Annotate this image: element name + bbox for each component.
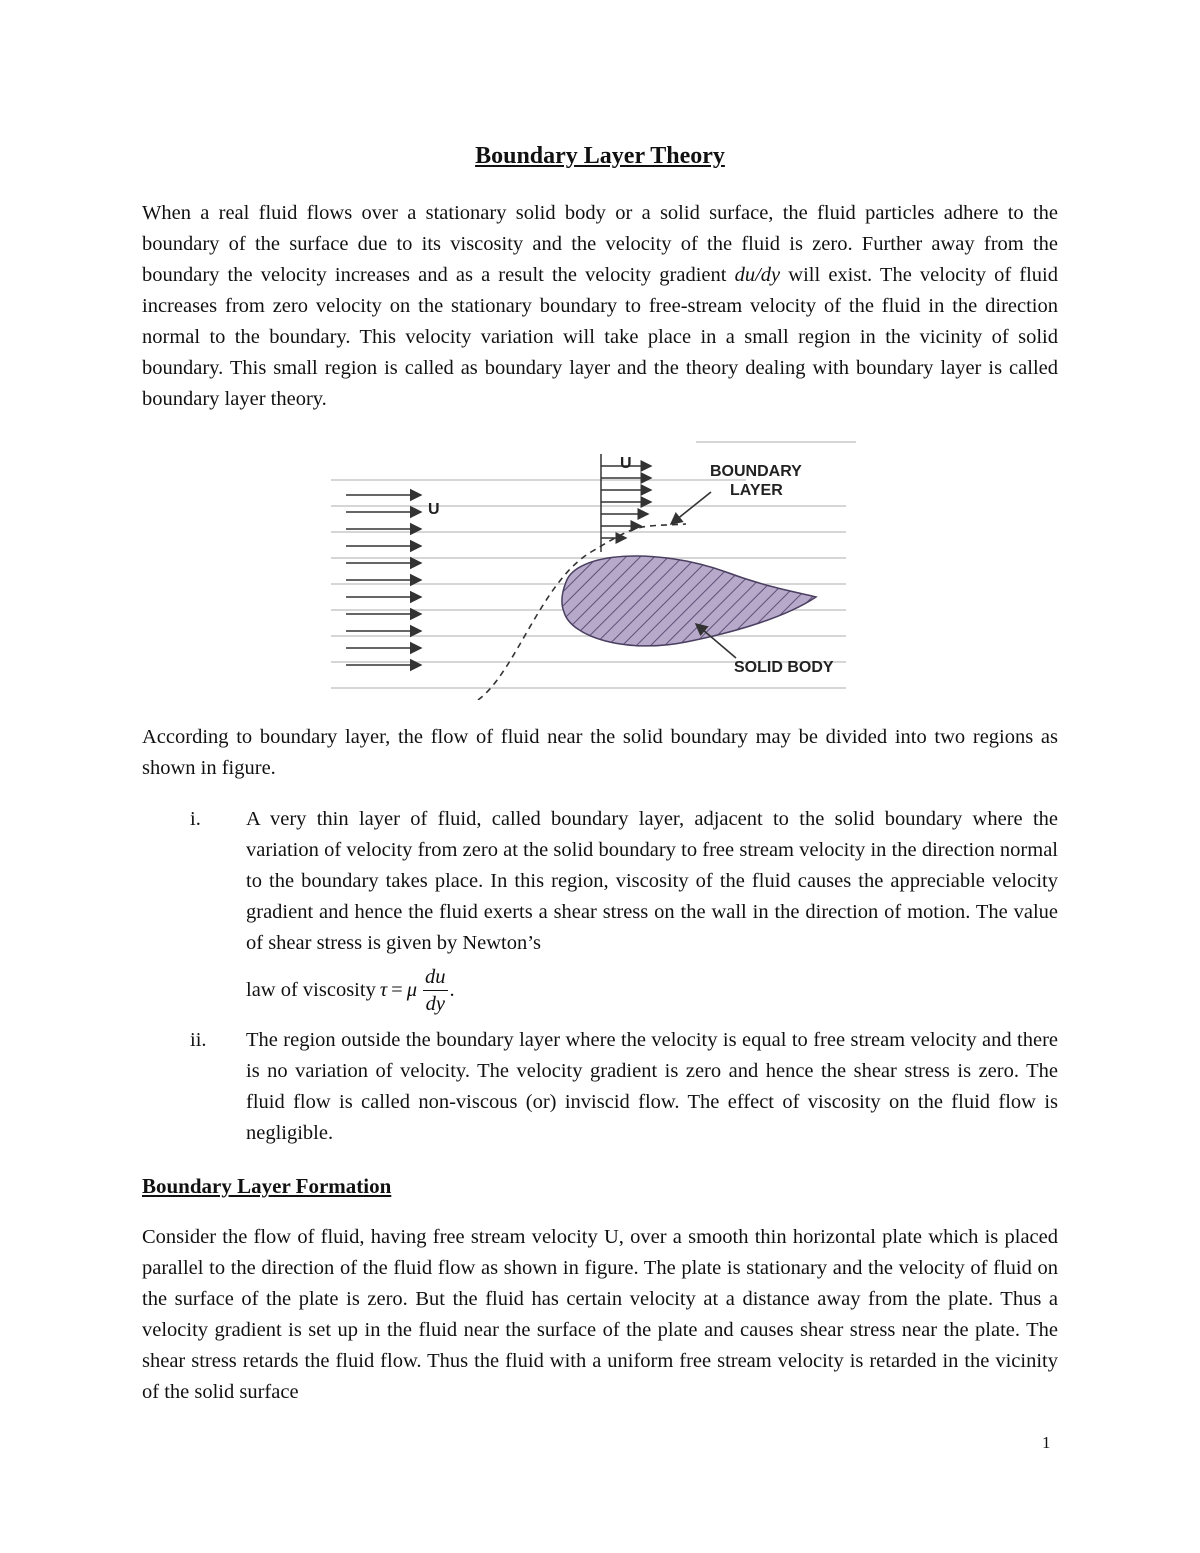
solid-body-shape: [562, 556, 816, 646]
boundary-layer-label-1: BOUNDARY: [710, 463, 802, 480]
list-item-text: A very thin layer of fluid, called boundary layer, adjacent to the solid boundary where the variation of velocity from zero at the solid boundary to free stream velocity in the direction normal to the boundary takes place. In this region, viscosity of the fluid causes the appreciable velocity gradient and hence the fluid exerts a shear stress on the wall in the direction of motion. The value of shear stress is given by Newton’s: [246, 808, 1058, 954]
free-stream-arrows: [346, 495, 421, 665]
formula-period: .: [449, 978, 455, 1001]
velocity-gradient-term: du/dy: [734, 264, 781, 286]
formula-equals: =: [391, 978, 403, 1001]
list-item: [142, 804, 1058, 1025]
intro-text: When a real fluid flows over a stationary solid body or a solid surface, the fluid particles adhere to the boundary of the surface due to its viscosity and the velocity of the fluid is zero. Further away from the boundary the velocity increases and as a result the velocity gradient: [142, 202, 1058, 286]
regions-paragraph: According to boundary layer, the flow of fluid near the solid boundary may be divided into two regions as shown in figure.: [142, 726, 1058, 779]
list-item: [142, 1025, 1058, 1149]
intro-paragraph: [142, 198, 1058, 415]
formula-tau: τ: [379, 978, 388, 1001]
free-stream-label-top: U: [620, 455, 632, 472]
boundary-layer-figure: [326, 432, 862, 700]
shear-stress-formula: [246, 955, 1058, 1025]
section-heading: Boundary Layer Formation: [142, 1174, 392, 1198]
boundary-layer-diagram: [326, 432, 862, 700]
boundary-layer-pointer: [671, 492, 711, 524]
intro-text-tail: will exist. The velocity of fluid increases from zero velocity on the stationary boundary to free-stream velocity of the fluid in the direction normal to the boundary. This velocity variation will take place in a small region in the vicinity of solid boundary. This small region is called as boundary layer and the theory dealing with boundary layer is called boundary layer theory.: [142, 264, 1058, 410]
page-number: 1: [1042, 1433, 1051, 1452]
formula-numerator: du: [423, 964, 448, 991]
formula-denominator: dy: [425, 992, 445, 1015]
list-marker: ii.: [190, 1029, 207, 1051]
formation-paragraph: Consider the flow of fluid, having free stream velocity U, over a smooth thin horizontal plate which is placed parallel to the direction of the fluid flow as shown in figure. The plate is stationary and the velocity of fluid on the surface of the plate is zero. But the fluid has certain velocity at a distance away from the plate. Thus a velocity gradient is set up in the fluid near the surface of the plate and causes shear stress near the plate. The shear stress retards the fluid flow. Thus the fluid with a uniform free stream velocity is retarded in the vicinity of the solid surface: [142, 1226, 1058, 1403]
solid-body-label: SOLID BODY: [734, 659, 834, 676]
free-stream-label: U: [428, 501, 440, 518]
formula-prefix: law of viscosity: [246, 978, 376, 1001]
page-title: Boundary Layer Theory: [475, 143, 725, 169]
boundary-layer-label-2: LAYER: [730, 482, 783, 499]
regions-list: [142, 804, 1058, 1149]
formula-mu: μ: [406, 978, 418, 1001]
list-item-text: The region outside the boundary layer where the velocity is equal to free stream velocity and there is no variation of velocity. The velocity gradient is zero and hence the shear stress is zero. The fluid flow is called non-viscous (or) inviscid flow. The effect of viscosity on the fluid flow is negligible.: [246, 1029, 1058, 1144]
list-marker: i.: [190, 808, 201, 830]
formula-fraction: [423, 964, 448, 1017]
